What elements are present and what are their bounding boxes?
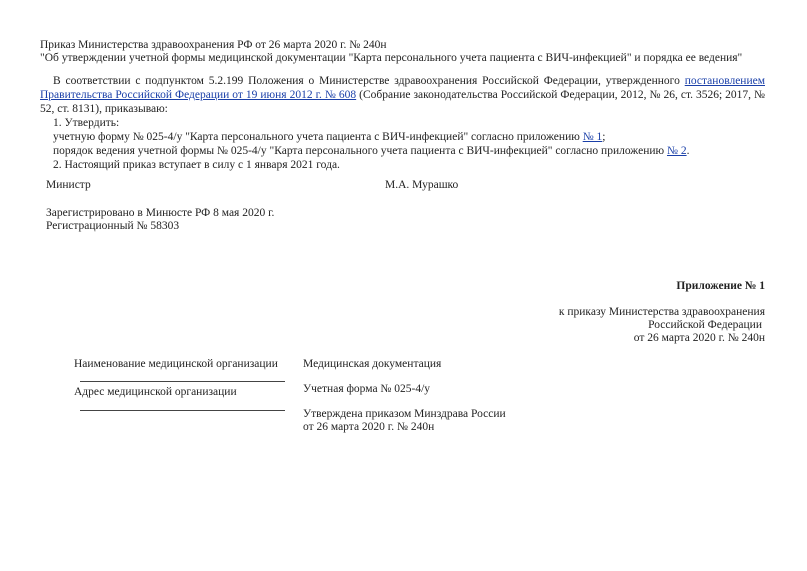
document-title: Приказ Министерства здравоохранения РФ от 26 марта 2020 г. № 240н [40,39,387,51]
preamble-text-start: В соответствии с подпунктом 5.2.199 Положения о Министерстве здравоохранения Российской Федерации, утвержденного [53,75,685,87]
item-1a-text: учетную форму № 025-4/у "Карта персонального учета пациента с ВИЧ-инфекцией" согласно приложению [53,131,583,143]
item-1b-text: порядок ведения учетной формы № 025-4/у "Карта персонального учета пациента с ВИЧ-инфекцией" согласно приложению [53,145,667,157]
org-address-label: Адрес медицинской организации [74,386,237,398]
item-1-heading: 1. Утвердить: [53,117,120,129]
preamble-paragraph [40,74,765,116]
appendix-ref-line2: Российской Федерации [648,319,762,331]
document-subtitle: "Об утверждении учетной формы медицинской документации "Карта персонального учета пациента с ВИЧ-инфекцией" и порядка ее ведения" [40,52,743,64]
org-address-line [80,410,285,411]
registration-number: Регистрационный № 58303 [46,220,180,232]
signature-name: М.А. Мурашко [385,179,459,191]
appendix-1-link[interactable]: № 1 [582,131,603,143]
org-name-label: Наименование медицинской организации [74,358,278,370]
item-1a-end: ; [602,131,606,143]
signature-position: Министр [46,179,91,191]
appendix-title: Приложение № 1 [676,280,765,292]
med-doc-label: Медицинская документация [303,358,442,370]
item-1b [53,144,689,158]
registration-date: Зарегистрировано в Минюсте РФ 8 мая 2020 г. [46,207,275,219]
item-1a [53,130,606,144]
org-name-line [80,381,285,382]
appendix-2-link[interactable]: № 2 [666,145,687,157]
approved-line2: от 26 марта 2020 г. № 240н [303,421,435,433]
item-1b-end: . [686,145,690,157]
form-number-label: Учетная форма № 025-4/у [303,383,431,395]
preamble-text-end: (Собрание законодательства Российской Федерации, 2012, № 26, ст. 3526; 2017, № 52, ст. 8131), приказываю: [40,89,766,115]
appendix-ref-line1: к приказу Министерства здравоохранения [558,306,765,318]
approved-line1: Утверждена приказом Минздрава России [303,408,506,420]
appendix-ref-line3: от 26 марта 2020 г. № 240н [633,332,765,344]
government-decree-link[interactable]: постановлением Правительства Российской Федерации от 19 июня 2012 г. № 608 [40,75,765,101]
item-2: 2. Настоящий приказ вступает в силу с 1 января 2021 года. [53,159,340,171]
